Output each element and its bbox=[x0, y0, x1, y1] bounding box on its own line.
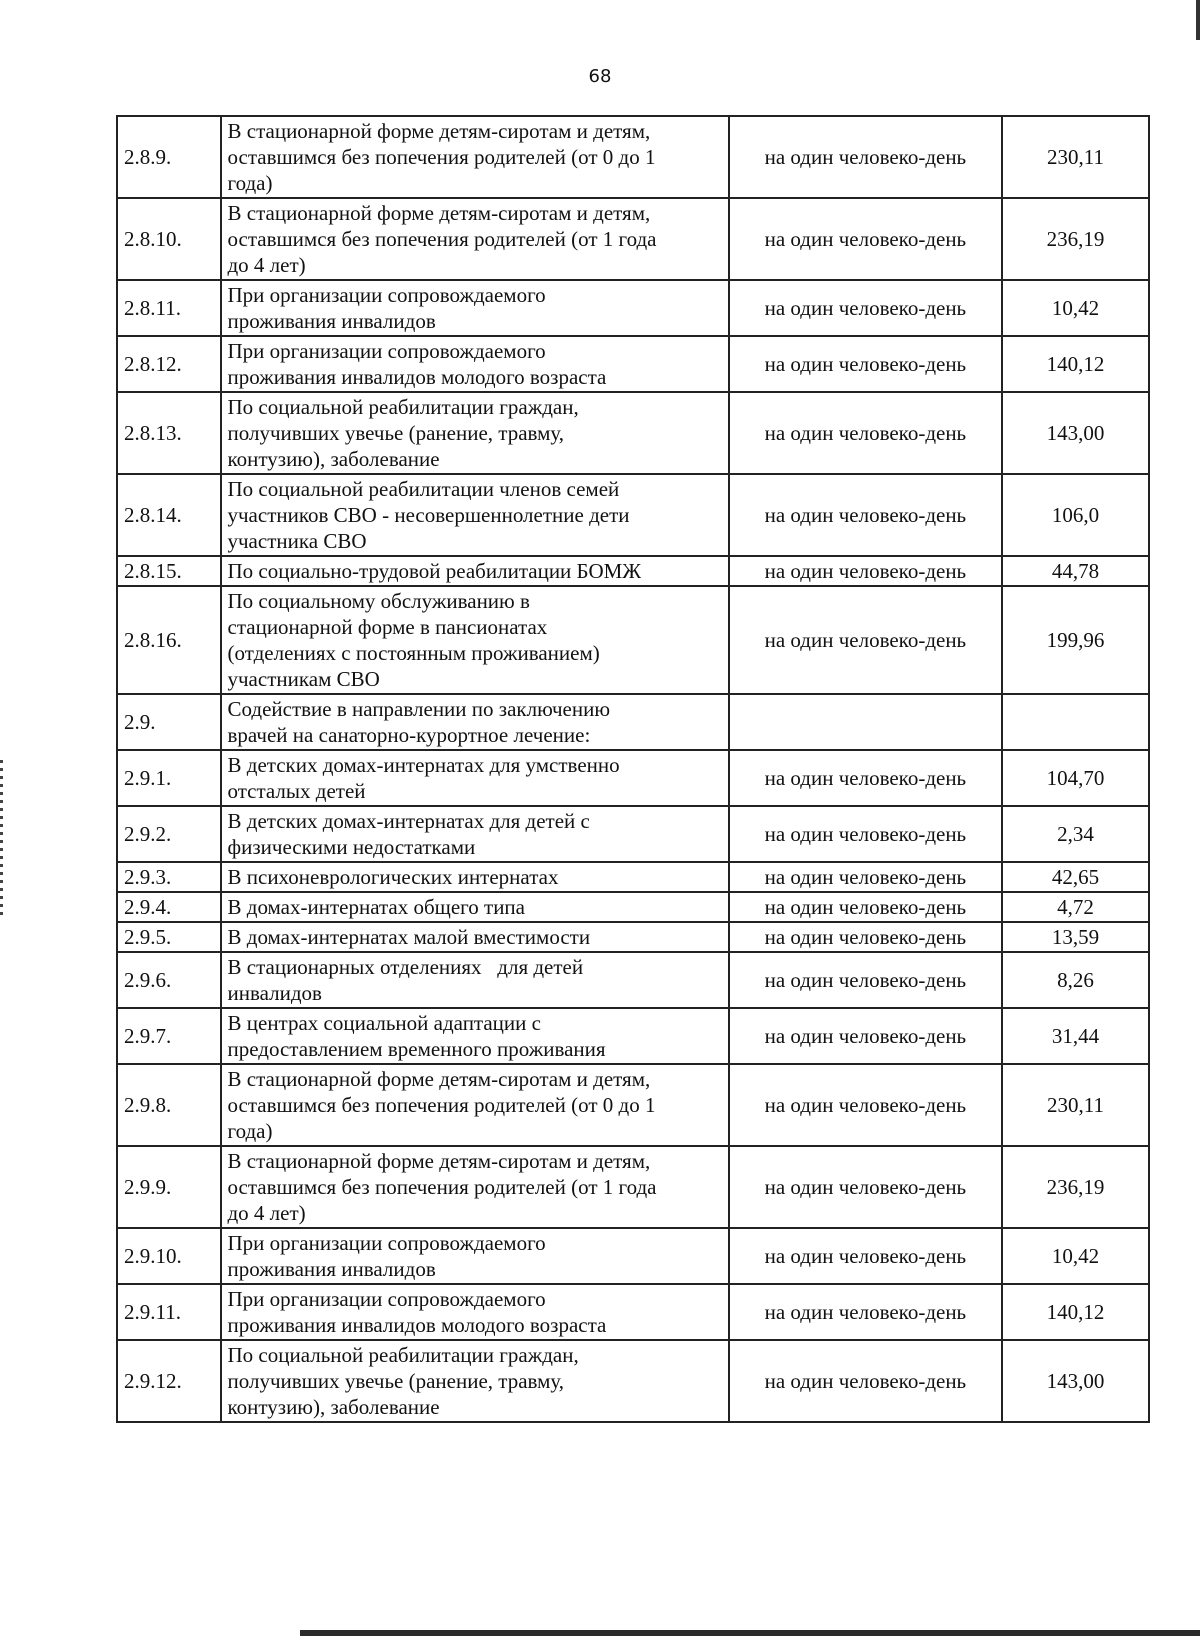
description-line: оставшимся без попечения родителей (от 0 до 1 bbox=[227, 145, 656, 169]
table-row bbox=[117, 1284, 1149, 1340]
scan-artifact-right-edge bbox=[1196, 0, 1200, 40]
table-row bbox=[117, 280, 1149, 336]
value-cell: 10,42 bbox=[1002, 1228, 1149, 1284]
row-number-cell: 2.8.14. bbox=[117, 474, 221, 556]
description-line: По социальной реабилитации граждан, bbox=[227, 1343, 579, 1367]
description-line: В центрах социальной адаптации с bbox=[227, 1011, 541, 1035]
description-line: В домах-интернатах малой вместимости bbox=[227, 925, 591, 949]
unit-cell: на один человеко-день bbox=[729, 556, 1002, 586]
row-number-cell: 2.8.12. bbox=[117, 336, 221, 392]
table-row bbox=[117, 1146, 1149, 1228]
table-row bbox=[117, 922, 1149, 952]
table-row bbox=[117, 1064, 1149, 1146]
value-cell: 13,59 bbox=[1002, 922, 1149, 952]
description-line: получивших увечье (ранение, травму, bbox=[227, 1369, 565, 1393]
description-line: врачей на санаторно-курортное лечение: bbox=[227, 723, 591, 747]
table-row bbox=[117, 694, 1149, 750]
description-cell bbox=[221, 116, 729, 198]
value-cell: 143,00 bbox=[1002, 1340, 1149, 1422]
table-row bbox=[117, 198, 1149, 280]
description-line: инвалидов bbox=[227, 981, 322, 1005]
table-row bbox=[117, 892, 1149, 922]
description-cell bbox=[221, 806, 729, 862]
description-line: В детских домах-интернатах для детей с bbox=[227, 809, 590, 833]
description-cell bbox=[221, 1228, 729, 1284]
page-number: 68 bbox=[588, 66, 612, 87]
row-number-cell: 2.9.9. bbox=[117, 1146, 221, 1228]
unit-cell: на один человеко-день bbox=[729, 392, 1002, 474]
row-number-cell: 2.9.2. bbox=[117, 806, 221, 862]
table-row bbox=[117, 862, 1149, 892]
row-number-cell: 2.9. bbox=[117, 694, 221, 750]
description-line: (отделениях с постоянным проживанием) bbox=[227, 641, 600, 665]
description-line: до 4 лет) bbox=[227, 1201, 306, 1225]
description-line: оставшимся без попечения родителей (от 1 года bbox=[227, 227, 657, 251]
unit-cell: на один человеко-день bbox=[729, 1064, 1002, 1146]
row-number-cell: 2.9.4. bbox=[117, 892, 221, 922]
row-number-cell: 2.9.8. bbox=[117, 1064, 221, 1146]
table-row bbox=[117, 1228, 1149, 1284]
description-line: В стационарной форме детям-сиротам и детям, bbox=[227, 1067, 651, 1091]
value-cell: 199,96 bbox=[1002, 586, 1149, 694]
description-cell bbox=[221, 392, 729, 474]
table-row bbox=[117, 586, 1149, 694]
unit-cell: на один человеко-день bbox=[729, 198, 1002, 280]
description-line: до 4 лет) bbox=[227, 253, 306, 277]
description-cell bbox=[221, 1008, 729, 1064]
table-row bbox=[117, 392, 1149, 474]
description-cell bbox=[221, 892, 729, 922]
value-cell: 236,19 bbox=[1002, 198, 1149, 280]
row-number-cell: 2.8.15. bbox=[117, 556, 221, 586]
description-line: По социально-трудовой реабилитации БОМЖ bbox=[227, 559, 642, 583]
description-line: При организации сопровождаемого bbox=[227, 1231, 546, 1255]
unit-cell: на один человеко-день bbox=[729, 1284, 1002, 1340]
value-cell: 230,11 bbox=[1002, 116, 1149, 198]
value-cell: 8,26 bbox=[1002, 952, 1149, 1008]
value-cell: 4,72 bbox=[1002, 892, 1149, 922]
unit-cell: на один человеко-день bbox=[729, 1146, 1002, 1228]
unit-cell: на один человеко-день bbox=[729, 1008, 1002, 1064]
description-line: При организации сопровождаемого bbox=[227, 1287, 546, 1311]
description-line: В стационарной форме детям-сиротам и детям, bbox=[227, 119, 651, 143]
description-cell bbox=[221, 474, 729, 556]
unit-cell: на один человеко-день bbox=[729, 806, 1002, 862]
unit-cell: на один человеко-день bbox=[729, 892, 1002, 922]
value-cell: 104,70 bbox=[1002, 750, 1149, 806]
value-cell: 143,00 bbox=[1002, 392, 1149, 474]
description-line: стационарной форме в пансионатах bbox=[227, 615, 548, 639]
scan-artifact-left-edge bbox=[0, 760, 3, 920]
table-row bbox=[117, 750, 1149, 806]
value-cell: 2,34 bbox=[1002, 806, 1149, 862]
unit-cell: на один человеко-день bbox=[729, 750, 1002, 806]
description-line: участника СВО bbox=[227, 529, 367, 553]
description-line: проживания инвалидов молодого возраста bbox=[227, 1313, 607, 1337]
row-number-cell: 2.9.10. bbox=[117, 1228, 221, 1284]
row-number-cell: 2.9.11. bbox=[117, 1284, 221, 1340]
unit-cell: на один человеко-день bbox=[729, 1228, 1002, 1284]
description-line: По социальному обслуживанию в bbox=[227, 589, 530, 613]
description-cell bbox=[221, 198, 729, 280]
description-line: контузию), заболевание bbox=[227, 447, 440, 471]
description-line: оставшимся без попечения родителей (от 0 до 1 bbox=[227, 1093, 656, 1117]
value-cell: 106,0 bbox=[1002, 474, 1149, 556]
description-line: контузию), заболевание bbox=[227, 1395, 440, 1419]
unit-cell: на один человеко-день bbox=[729, 586, 1002, 694]
unit-cell: на один человеко-день bbox=[729, 336, 1002, 392]
description-line: При организации сопровождаемого bbox=[227, 283, 546, 307]
description-line: По социальной реабилитации граждан, bbox=[227, 395, 579, 419]
row-number-cell: 2.8.9. bbox=[117, 116, 221, 198]
description-line: В стационарной форме детям-сиротам и детям, bbox=[227, 201, 651, 225]
description-line: По социальной реабилитации членов семей bbox=[227, 477, 620, 501]
scan-artifact-bottom-edge bbox=[300, 1630, 1200, 1636]
row-number-cell: 2.9.6. bbox=[117, 952, 221, 1008]
value-cell: 10,42 bbox=[1002, 280, 1149, 336]
row-number-cell: 2.9.12. bbox=[117, 1340, 221, 1422]
row-number-cell: 2.9.7. bbox=[117, 1008, 221, 1064]
value-cell bbox=[1002, 694, 1149, 750]
description-line: оставшимся без попечения родителей (от 1 года bbox=[227, 1175, 657, 1199]
row-number-cell: 2.9.1. bbox=[117, 750, 221, 806]
description-cell bbox=[221, 1064, 729, 1146]
value-cell: 31,44 bbox=[1002, 1008, 1149, 1064]
description-cell bbox=[221, 280, 729, 336]
description-cell bbox=[221, 1284, 729, 1340]
description-line: В психоневрологических интернатах bbox=[227, 865, 559, 889]
table-row bbox=[117, 556, 1149, 586]
row-number-cell: 2.9.5. bbox=[117, 922, 221, 952]
row-number-cell: 2.8.16. bbox=[117, 586, 221, 694]
description-cell bbox=[221, 556, 729, 586]
description-line: В стационарных отделениях для детей bbox=[227, 955, 584, 979]
description-line: года) bbox=[227, 171, 273, 195]
description-cell bbox=[221, 1340, 729, 1422]
description-cell bbox=[221, 586, 729, 694]
value-cell: 140,12 bbox=[1002, 336, 1149, 392]
row-number-cell: 2.8.13. bbox=[117, 392, 221, 474]
table-row bbox=[117, 336, 1149, 392]
description-line: получивших увечье (ранение, травму, bbox=[227, 421, 565, 445]
value-cell: 140,12 bbox=[1002, 1284, 1149, 1340]
table-row bbox=[117, 1340, 1149, 1422]
description-line: года) bbox=[227, 1119, 273, 1143]
description-cell bbox=[221, 922, 729, 952]
description-line: В домах-интернатах общего типа bbox=[227, 895, 525, 919]
value-cell: 230,11 bbox=[1002, 1064, 1149, 1146]
table-row bbox=[117, 116, 1149, 198]
norms-table-body bbox=[117, 116, 1149, 1422]
description-line: отсталых детей bbox=[227, 779, 366, 803]
description-cell bbox=[221, 336, 729, 392]
description-line: Содействие в направлении по заключению bbox=[227, 697, 611, 721]
description-line: При организации сопровождаемого bbox=[227, 339, 546, 363]
description-line: участникам СВО bbox=[227, 667, 380, 691]
unit-cell: на один человеко-день bbox=[729, 474, 1002, 556]
norms-table bbox=[116, 115, 1150, 1423]
description-line: участников СВО - несовершеннолетние дети bbox=[227, 503, 630, 527]
description-line: В детских домах-интернатах для умственно bbox=[227, 753, 620, 777]
unit-cell: на один человеко-день bbox=[729, 922, 1002, 952]
description-cell bbox=[221, 1146, 729, 1228]
unit-cell: на один человеко-день bbox=[729, 952, 1002, 1008]
row-number-cell: 2.8.10. bbox=[117, 198, 221, 280]
value-cell: 236,19 bbox=[1002, 1146, 1149, 1228]
description-line: проживания инвалидов bbox=[227, 1257, 436, 1281]
unit-cell bbox=[729, 694, 1002, 750]
description-cell bbox=[221, 750, 729, 806]
table-row bbox=[117, 952, 1149, 1008]
description-line: проживания инвалидов молодого возраста bbox=[227, 365, 607, 389]
description-cell bbox=[221, 694, 729, 750]
description-line: проживания инвалидов bbox=[227, 309, 436, 333]
description-cell bbox=[221, 952, 729, 1008]
table-row bbox=[117, 806, 1149, 862]
value-cell: 44,78 bbox=[1002, 556, 1149, 586]
description-cell bbox=[221, 862, 729, 892]
table-row bbox=[117, 474, 1149, 556]
description-line: предоставлением временного проживания bbox=[227, 1037, 606, 1061]
unit-cell: на один человеко-день bbox=[729, 280, 1002, 336]
description-line: В стационарной форме детям-сиротам и детям, bbox=[227, 1149, 651, 1173]
unit-cell: на один человеко-день bbox=[729, 116, 1002, 198]
table-row bbox=[117, 1008, 1149, 1064]
row-number-cell: 2.8.11. bbox=[117, 280, 221, 336]
row-number-cell: 2.9.3. bbox=[117, 862, 221, 892]
unit-cell: на один человеко-день bbox=[729, 1340, 1002, 1422]
unit-cell: на один человеко-день bbox=[729, 862, 1002, 892]
value-cell: 42,65 bbox=[1002, 862, 1149, 892]
description-line: физическими недостатками bbox=[227, 835, 476, 859]
